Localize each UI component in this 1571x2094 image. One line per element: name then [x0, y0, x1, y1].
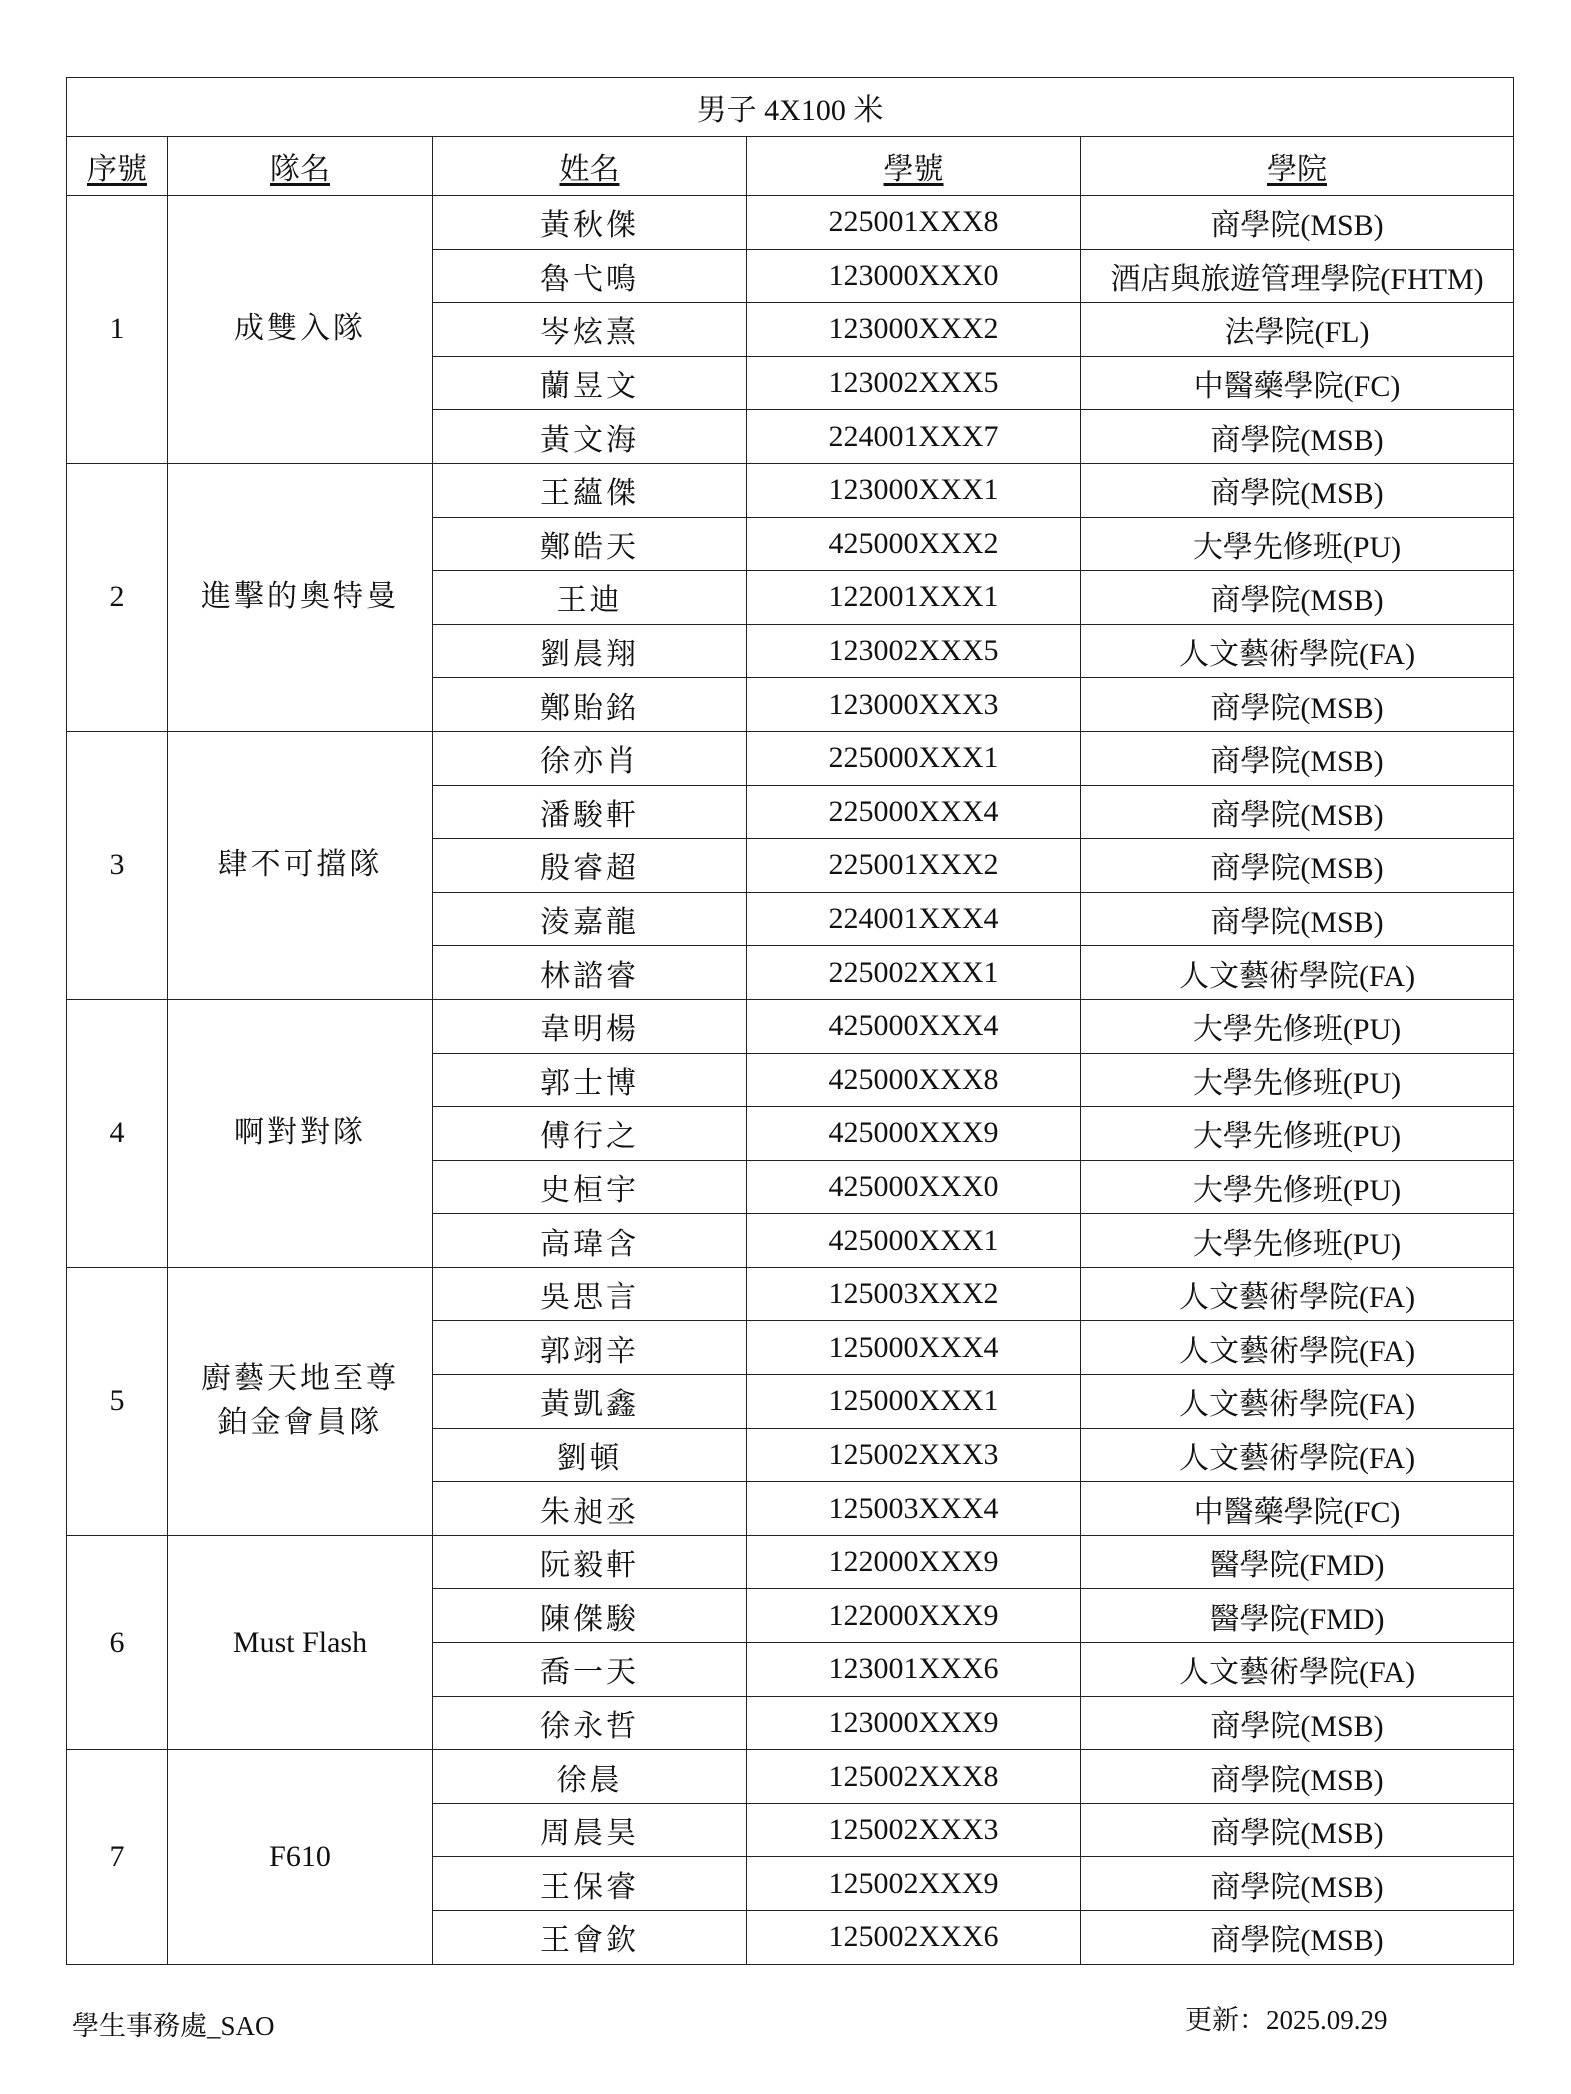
member-name: 喬一天 [433, 1643, 747, 1697]
student-id: 123000XXX3 [747, 678, 1081, 732]
header-no: 序號 [67, 137, 168, 196]
faculty: 人文藝術學院(FA) [1081, 1375, 1514, 1429]
student-id: 123000XXX1 [747, 463, 1081, 517]
member-name: 朱昶丞 [433, 1482, 747, 1536]
team-number: 2 [67, 463, 168, 731]
member-name: 劉晨翔 [433, 624, 747, 678]
header-row [67, 137, 1514, 196]
member-name: 阮毅軒 [433, 1535, 747, 1589]
faculty: 商學院(MSB) [1081, 1750, 1514, 1804]
faculty: 商學院(MSB) [1081, 1696, 1514, 1750]
member-name: 魯弋鳴 [433, 249, 747, 303]
student-id: 125000XXX4 [747, 1321, 1081, 1375]
team-number: 5 [67, 1267, 168, 1535]
student-id: 125002XXX3 [747, 1428, 1081, 1482]
table-row [67, 1750, 1514, 1804]
table-row [67, 731, 1514, 785]
header-name: 姓名 [433, 137, 747, 196]
student-id: 122001XXX1 [747, 571, 1081, 625]
team-number: 7 [67, 1750, 168, 1964]
table-row [67, 1267, 1514, 1321]
faculty: 人文藝術學院(FA) [1081, 946, 1514, 1000]
student-id: 225000XXX4 [747, 785, 1081, 839]
faculty: 大學先修班(PU) [1081, 1160, 1514, 1214]
student-id: 125002XXX9 [747, 1857, 1081, 1911]
faculty: 人文藝術學院(FA) [1081, 1321, 1514, 1375]
table-row [67, 1535, 1514, 1589]
student-id: 425000XXX4 [747, 999, 1081, 1053]
faculty: 人文藝術學院(FA) [1081, 1267, 1514, 1321]
student-id: 125002XXX8 [747, 1750, 1081, 1804]
faculty: 中醫藥學院(FC) [1081, 356, 1514, 410]
roster-table [66, 77, 1514, 1965]
faculty: 商學院(MSB) [1081, 785, 1514, 839]
footer-updated: 更新：2025.09.29 [1185, 2005, 1388, 2035]
team-number: 6 [67, 1535, 168, 1749]
student-id: 123000XXX9 [747, 1696, 1081, 1750]
student-id: 125003XXX4 [747, 1482, 1081, 1536]
student-id: 425000XXX0 [747, 1160, 1081, 1214]
team-name: Must Flash [168, 1535, 433, 1749]
member-name: 王迪 [433, 571, 747, 625]
roster-body [67, 196, 1514, 1965]
member-name: 徐永哲 [433, 1696, 747, 1750]
faculty: 商學院(MSB) [1081, 1857, 1514, 1911]
member-name: 王保睿 [433, 1857, 747, 1911]
team-name: 肆不可擋隊 [168, 731, 433, 999]
faculty: 大學先修班(PU) [1081, 1107, 1514, 1161]
member-name: 岑炫熹 [433, 303, 747, 357]
student-id: 425000XXX2 [747, 517, 1081, 571]
member-name: 吳思言 [433, 1267, 747, 1321]
student-id: 123001XXX6 [747, 1643, 1081, 1697]
student-id: 125002XXX6 [747, 1911, 1081, 1965]
faculty: 酒店與旅遊管理學院(FHTM) [1081, 249, 1514, 303]
faculty: 商學院(MSB) [1081, 1911, 1514, 1965]
member-name: 史桓宇 [433, 1160, 747, 1214]
faculty: 法學院(FL) [1081, 303, 1514, 357]
student-id: 123000XXX0 [747, 249, 1081, 303]
member-name: 郭士博 [433, 1053, 747, 1107]
student-id: 125003XXX2 [747, 1267, 1081, 1321]
student-id: 125002XXX3 [747, 1803, 1081, 1857]
faculty: 人文藝術學院(FA) [1081, 624, 1514, 678]
faculty: 商學院(MSB) [1081, 892, 1514, 946]
student-id: 122000XXX9 [747, 1589, 1081, 1643]
student-id: 224001XXX7 [747, 410, 1081, 464]
member-name: 鄭皓天 [433, 517, 747, 571]
faculty: 商學院(MSB) [1081, 839, 1514, 893]
student-id: 225001XXX2 [747, 839, 1081, 893]
student-id: 425000XXX1 [747, 1214, 1081, 1268]
member-name: 淩嘉龍 [433, 892, 747, 946]
team-number: 1 [67, 196, 168, 464]
student-id: 225000XXX1 [747, 731, 1081, 785]
member-name: 黃文海 [433, 410, 747, 464]
team-name: 成雙入隊 [168, 196, 433, 464]
member-name: 黃凱鑫 [433, 1375, 747, 1429]
team-name: F610 [168, 1750, 433, 1964]
header-faculty: 學院 [1081, 137, 1514, 196]
member-name: 高瑋含 [433, 1214, 747, 1268]
team-number: 4 [67, 999, 168, 1267]
student-id: 425000XXX8 [747, 1053, 1081, 1107]
member-name: 劉頓 [433, 1428, 747, 1482]
member-name: 蘭昱文 [433, 356, 747, 410]
student-id: 122000XXX9 [747, 1535, 1081, 1589]
faculty: 醫學院(FMD) [1081, 1535, 1514, 1589]
member-name: 鄭貽銘 [433, 678, 747, 732]
table-row [67, 463, 1514, 517]
faculty: 商學院(MSB) [1081, 571, 1514, 625]
student-id: 123002XXX5 [747, 356, 1081, 410]
member-name: 潘駿軒 [433, 785, 747, 839]
member-name: 周晨昊 [433, 1803, 747, 1857]
header-team: 隊名 [168, 137, 433, 196]
faculty: 大學先修班(PU) [1081, 1214, 1514, 1268]
student-id: 123000XXX2 [747, 303, 1081, 357]
team-number: 3 [67, 731, 168, 999]
student-id: 225002XXX1 [747, 946, 1081, 1000]
faculty: 商學院(MSB) [1081, 463, 1514, 517]
member-name: 王會欽 [433, 1911, 747, 1965]
student-id: 125000XXX1 [747, 1375, 1081, 1429]
faculty: 中醫藥學院(FC) [1081, 1482, 1514, 1536]
faculty: 商學院(MSB) [1081, 678, 1514, 732]
member-name: 殷睿超 [433, 839, 747, 893]
faculty: 人文藝術學院(FA) [1081, 1643, 1514, 1697]
faculty: 人文藝術學院(FA) [1081, 1428, 1514, 1482]
faculty: 大學先修班(PU) [1081, 999, 1514, 1053]
team-name: 廚藝天地至尊鉑金會員隊 [168, 1267, 433, 1535]
student-id: 224001XXX4 [747, 892, 1081, 946]
table-title: 男子 4X100 米 [67, 78, 1514, 137]
faculty: 商學院(MSB) [1081, 410, 1514, 464]
member-name: 王蘊傑 [433, 463, 747, 517]
team-name: 進擊的奧特曼 [168, 463, 433, 731]
faculty: 商學院(MSB) [1081, 731, 1514, 785]
faculty: 大學先修班(PU) [1081, 517, 1514, 571]
member-name: 傅行之 [433, 1107, 747, 1161]
table-row [67, 196, 1514, 250]
member-name: 郭翊辛 [433, 1321, 747, 1375]
table-row [67, 999, 1514, 1053]
team-name: 啊對對隊 [168, 999, 433, 1267]
member-name: 韋明楊 [433, 999, 747, 1053]
title-row [67, 78, 1514, 137]
faculty: 商學院(MSB) [1081, 1803, 1514, 1857]
member-name: 徐亦肖 [433, 731, 747, 785]
student-id: 225001XXX8 [747, 196, 1081, 250]
member-name: 林諮睿 [433, 946, 747, 1000]
member-name: 陳傑駿 [433, 1589, 747, 1643]
faculty: 商學院(MSB) [1081, 196, 1514, 250]
footer-office: 學生事務處_SAO [72, 2011, 275, 2041]
header-sid: 學號 [747, 137, 1081, 196]
student-id: 425000XXX9 [747, 1107, 1081, 1161]
member-name: 徐晨 [433, 1750, 747, 1804]
student-id: 123002XXX5 [747, 624, 1081, 678]
faculty: 醫學院(FMD) [1081, 1589, 1514, 1643]
member-name: 黃秋傑 [433, 196, 747, 250]
faculty: 大學先修班(PU) [1081, 1053, 1514, 1107]
